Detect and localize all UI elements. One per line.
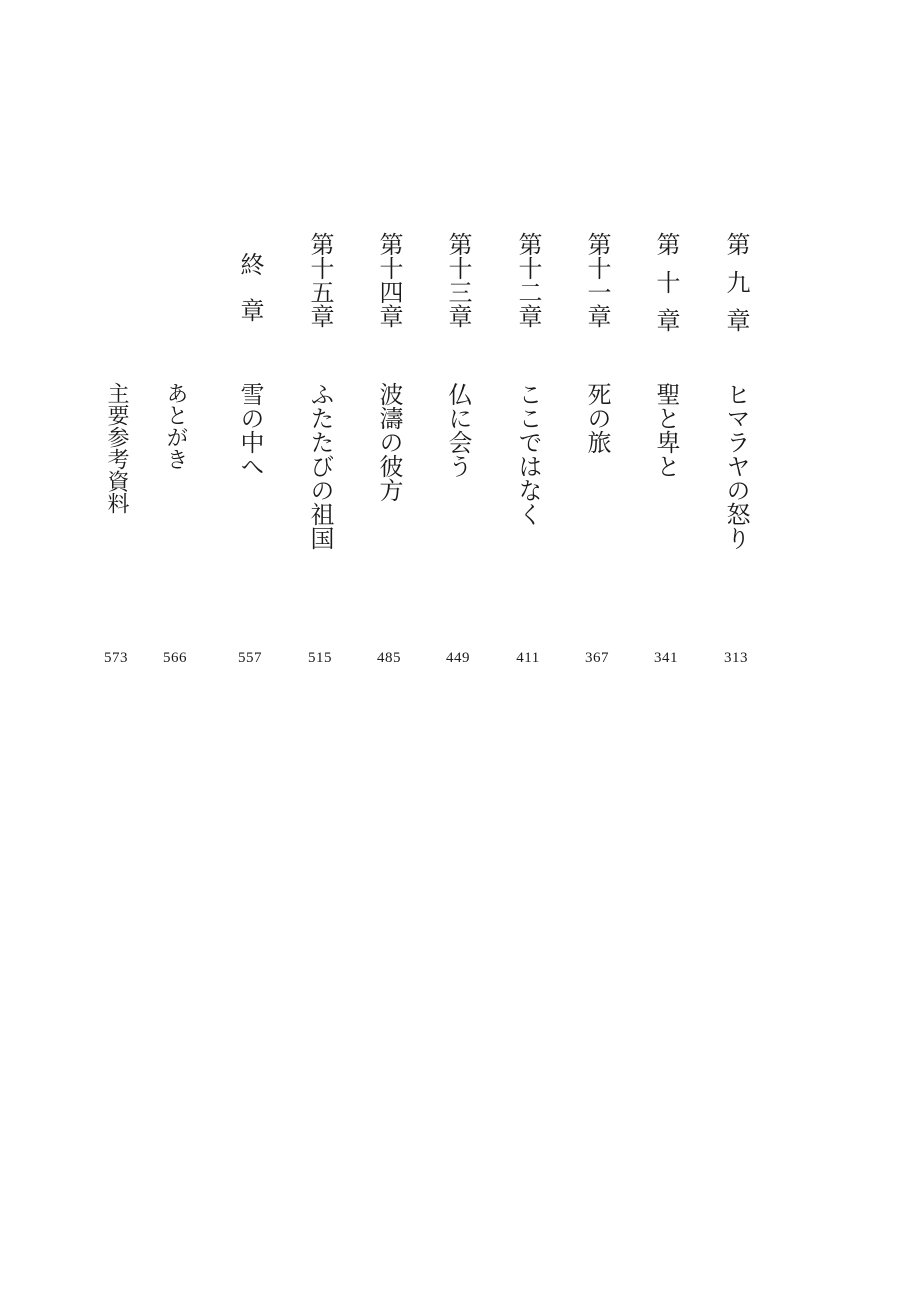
chapter-title: 死の旅 [583, 382, 611, 454]
page-number: 341 [654, 650, 678, 666]
toc-entry-chapter-15 [300, 232, 340, 682]
chapter-number: 終章 [236, 252, 264, 344]
chapter-title: ふたたびの祖国 [306, 382, 334, 550]
page-number: 515 [308, 650, 332, 666]
page-number: 411 [516, 650, 540, 666]
page-number: 557 [238, 650, 262, 666]
toc-entry-references [96, 232, 136, 682]
chapter-title: 波濤の彼方 [375, 382, 403, 502]
chapter-title: ここではなく [514, 382, 542, 526]
toc-entry-chapter-13 [438, 232, 478, 682]
toc-entry-final-chapter [230, 232, 270, 682]
toc-entry-chapter-14 [369, 232, 409, 682]
chapter-title: 雪の中へ [236, 382, 264, 478]
afterword-title: あとがき [163, 382, 188, 470]
chapter-title: 仏に会う [444, 382, 472, 478]
chapter-number: 第十五章 [306, 232, 334, 328]
toc-entry-chapter-10 [646, 232, 686, 682]
page-number: 449 [446, 650, 470, 666]
page-number: 566 [163, 650, 187, 666]
toc-entry-chapter-9 [716, 232, 756, 682]
page-number: 485 [377, 650, 401, 666]
toc-entry-afterword [155, 232, 195, 682]
toc-entry-chapter-12 [508, 232, 548, 682]
chapter-number: 第十二章 [514, 232, 542, 328]
references-title: 主要参考資料 [104, 382, 129, 514]
chapter-number: 第十一章 [583, 232, 611, 328]
toc-entry-chapter-11 [577, 232, 617, 682]
chapter-title: 聖と卑と [652, 382, 680, 478]
chapter-number: 第十三章 [444, 232, 472, 328]
chapter-title: ヒマラヤの怒り [722, 382, 750, 550]
chapter-number: 第十章 [652, 232, 680, 346]
page-number: 573 [104, 650, 128, 666]
chapter-number: 第九章 [722, 232, 750, 346]
page-number: 367 [585, 650, 609, 666]
chapter-number: 第十四章 [375, 232, 403, 328]
page-number: 313 [724, 650, 748, 666]
